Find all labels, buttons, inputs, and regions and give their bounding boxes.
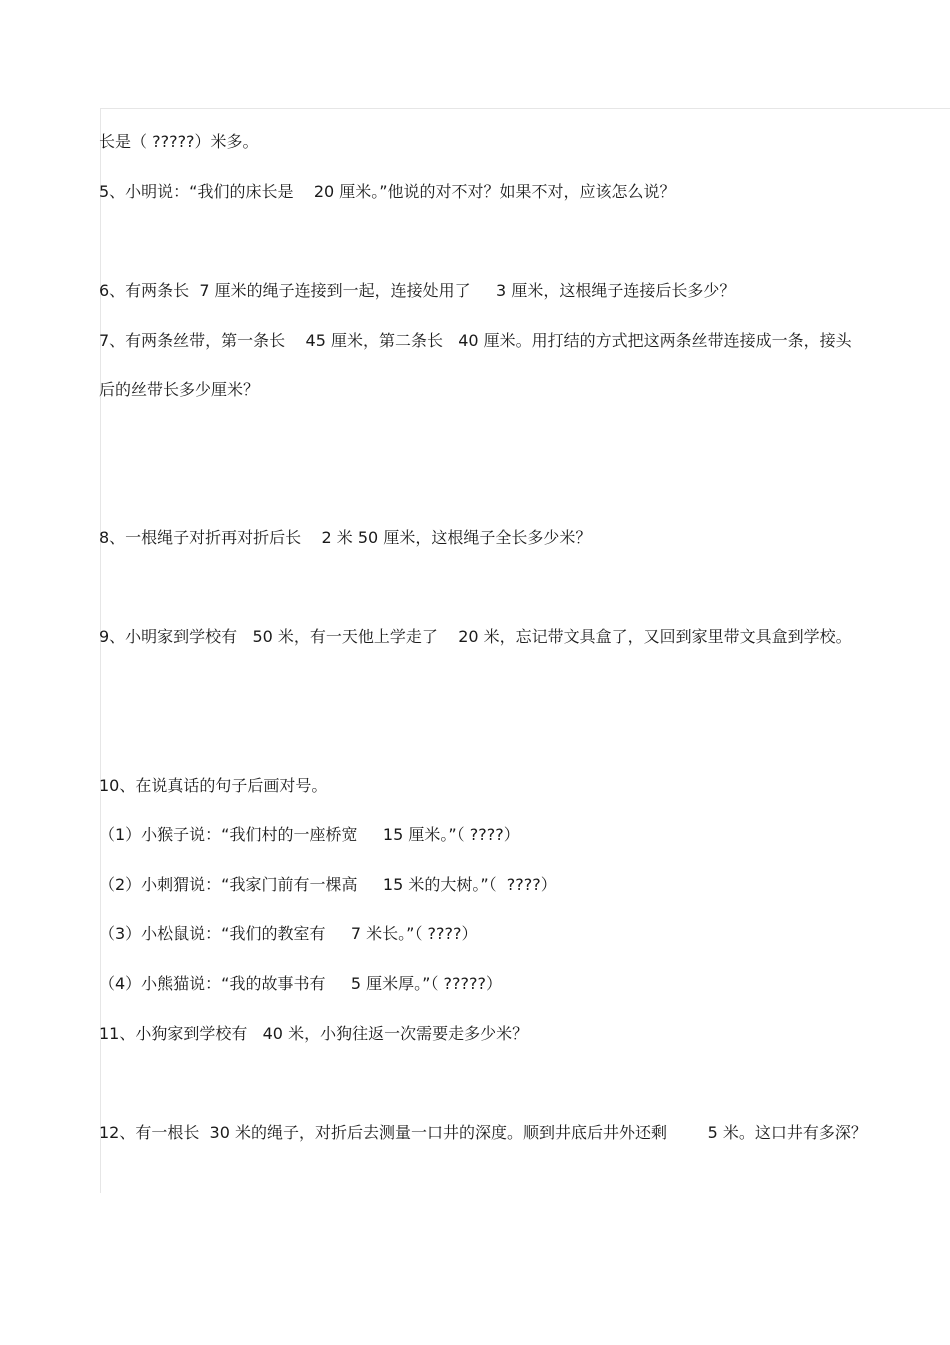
question-11: 11、小狗家到学校有 40 米，小狗往返一次需要走多少米？ bbox=[99, 1024, 529, 1043]
question-5: 5、小明说：“我们的床长是 20 厘米。”他说的对不对？如果不对，应该怎么说？ bbox=[99, 182, 676, 201]
question-6: 6、有两条长 7 厘米的绳子连接到一起，连接处用了 3 厘米，这根绳子连接后长多少？ bbox=[99, 281, 736, 300]
question-10-item-2: （2）小刺猬说：“我家门前有一棵高 15 米的大树。”（ ????） bbox=[99, 875, 557, 894]
question-10-item-4: （4）小熊猫说：“我的故事书有 5 厘米厚。”（ ?????） bbox=[99, 974, 503, 993]
question-8: 8、一根绳子对折再对折后长 2 米 50 厘米，这根绳子全长多少米？ bbox=[99, 528, 592, 547]
question-7-line-1: 7、有两条丝带，第一条长 45 厘米，第二条长 40 厘米。用打结的方式把这两条丝带连接成一条，接头 bbox=[99, 331, 852, 350]
question-10-item-1: （1）小猴子说：“我们村的一座桥宽 15 厘米。”（ ????） bbox=[99, 825, 520, 844]
question-10-heading: 10、在说真话的句子后画对号。 bbox=[99, 776, 328, 795]
question-7-line-2: 后的丝带长多少厘米？ bbox=[99, 380, 260, 399]
question-9: 9、小明家到学校有 50 米，有一天他上学走了 20 米，忘记带文具盒了，又回到家里带文具盒到学校。 bbox=[99, 627, 852, 646]
page-top-border bbox=[100, 108, 950, 109]
question-4-continuation: 长是（ ?????）米多。 bbox=[99, 132, 259, 151]
question-12: 12、有一根长 30 米的绳子，对折后去测量一口井的深度。顺到井底后井外还剩 5 米。这口井有多深？ bbox=[99, 1123, 867, 1142]
question-10-item-3: （3）小松鼠说：“我们的教室有 7 米长。”（ ????） bbox=[99, 924, 478, 943]
